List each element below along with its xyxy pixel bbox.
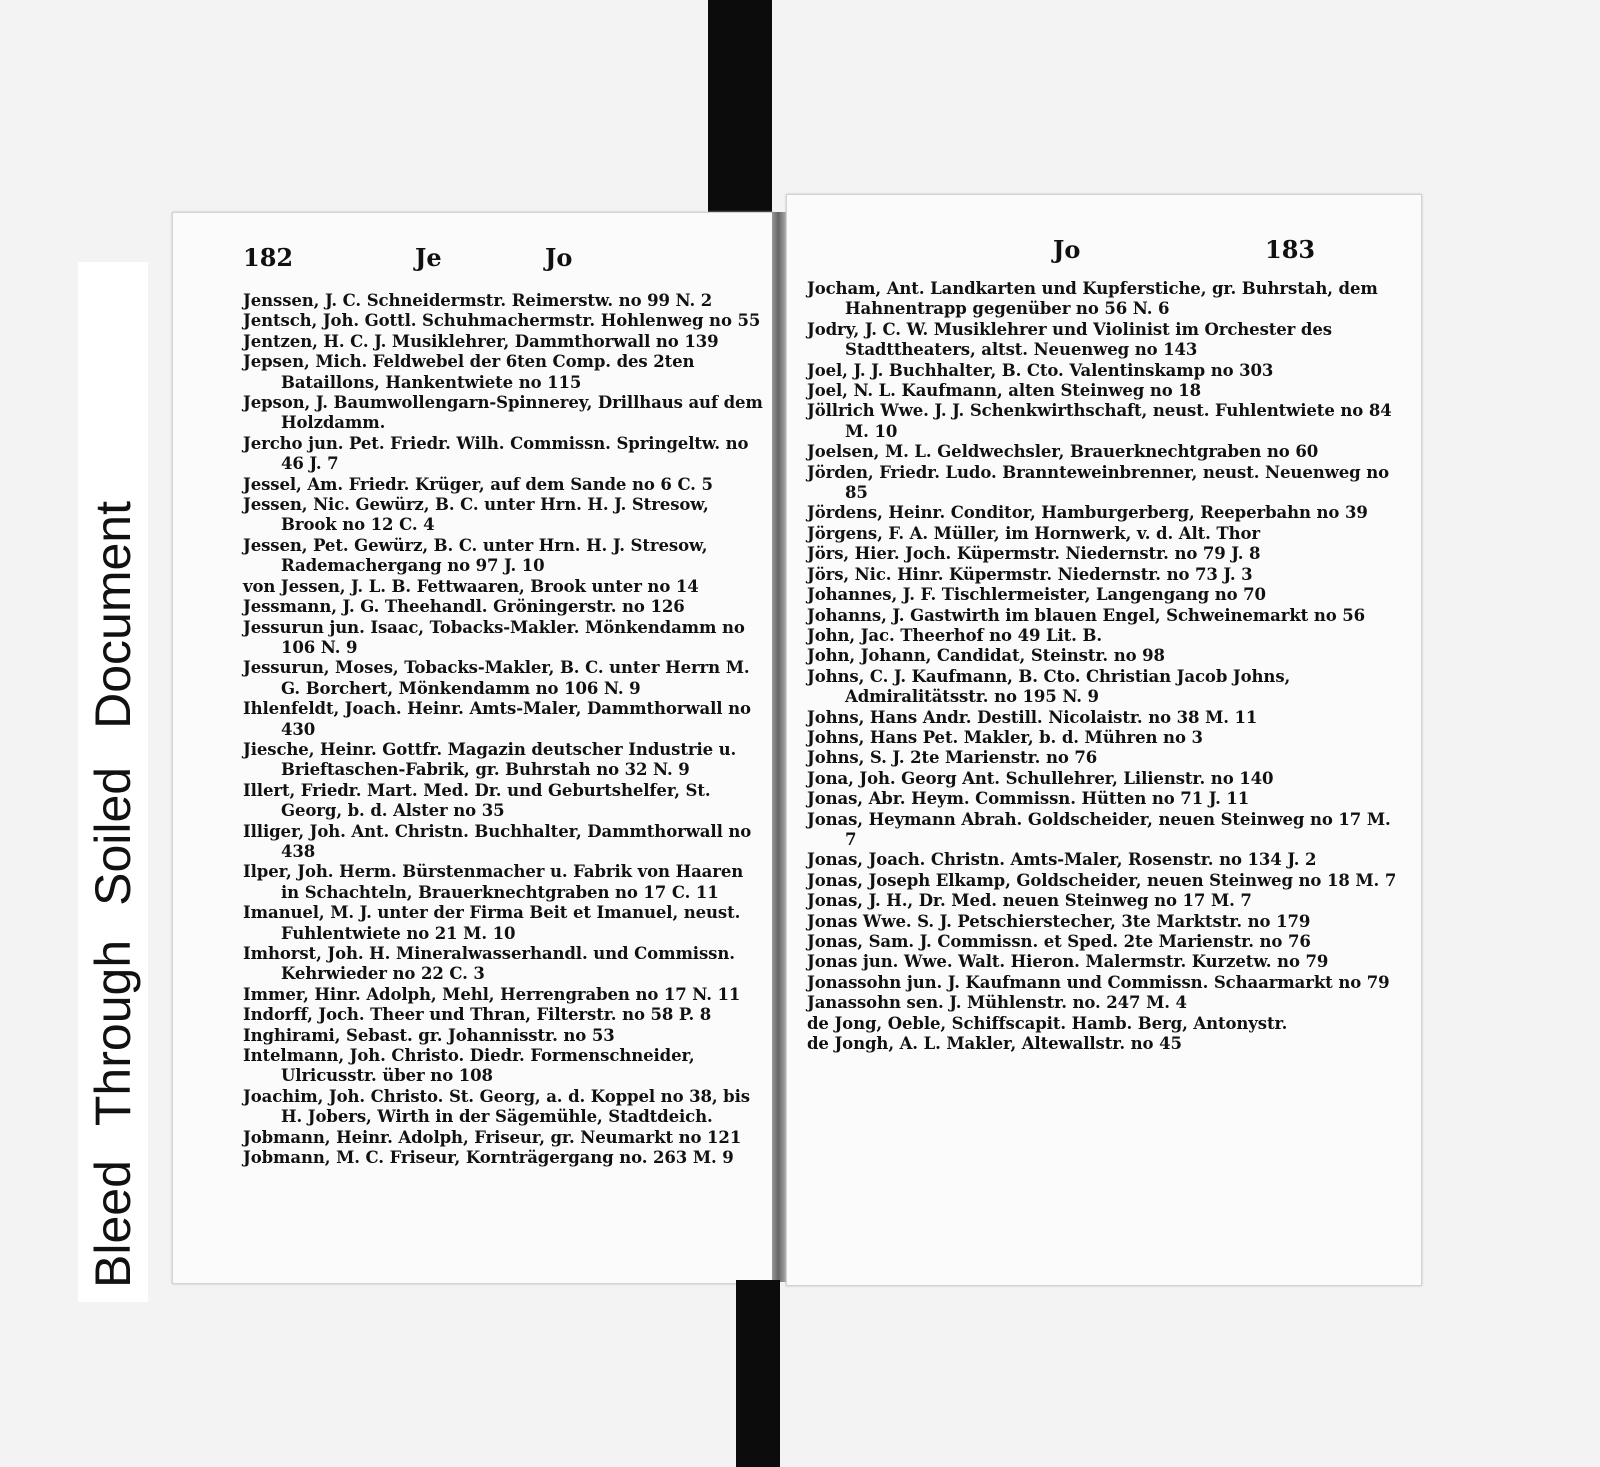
directory-entry: Johns, Hans Andr. Destill. Nicolaistr. no 38 M. 11 xyxy=(807,707,1258,727)
left-page xyxy=(172,212,774,1284)
label-word-document: Document xyxy=(85,500,141,729)
directory-entry: Jocham, Ant. Landkarten und Kupferstiche, gr. Buhrstah, dem Hahnentrapp gegenüber no 56 N. 6 xyxy=(807,279,1378,319)
binding-spine-bottom xyxy=(736,1280,780,1467)
directory-entry: de Jongh, A. L. Makler, Altewallstr. no 45 xyxy=(807,1034,1182,1054)
directory-entry: Jördens, Heinr. Conditor, Hamburgerberg, Reeperbahn no 39 xyxy=(807,503,1368,523)
directory-entry: Jonas, Sam. J. Commissn. et Sped. 2te Marienstr. no 76 xyxy=(807,932,1311,951)
directory-entry: Johannes, J. F. Tischlermeister, Langengang no 70 xyxy=(807,585,1266,605)
bleed-through-label xyxy=(78,262,148,1302)
directory-entry: Jonas, Joseph Elkamp, Goldscheider, neuen Steinweg no 18 M. 7 xyxy=(807,870,1397,890)
directory-entry: Jonas, J. H., Dr. Med. neuen Steinweg no 17 M. 7 xyxy=(807,891,1252,911)
binding-spine-top xyxy=(708,0,772,212)
directory-entry: Janassohn sen. J. Mühlenstr. no. 247 M. 4 xyxy=(807,993,1187,1013)
directory-entry: Intelmann, Joh. Christo. Diedr. Formenschneider, Ulricusstr. über no 108 xyxy=(243,1046,695,1086)
directory-entry: Ilper, Joh. Herm. Bürstenmacher u. Fabrik von Haaren in Schachteln, Brauerknechtgraben no 17 C. 11 xyxy=(243,862,744,902)
directory-entry: Illert, Friedr. Mart. Med. Dr. und Geburtshelfer, St. Georg, b. d. Alster no 35 xyxy=(243,780,711,821)
directory-entry: Johns, Hans Pet. Makler, b. d. Mühren no 3 xyxy=(807,727,1203,747)
directory-entry: Jöllrich Wwe. J. J. Schenkwirthschaft, neust. Fuhlentwiete no 84 M. 10 xyxy=(807,401,1392,441)
label-word-soiled: Soiled xyxy=(85,766,141,906)
right-heading-jo: Jo xyxy=(1053,235,1081,264)
directory-entry: Joachim, Joh. Christo. St. Georg, a. d. Koppel no 38, bis H. Jobers, Wirth in der Sägemühle, Stadtdeich. xyxy=(243,1086,750,1127)
directory-entry: Jonas, Abr. Heym. Commissn. Hütten no 71 J. 11 xyxy=(807,789,1250,809)
directory-entry: Ihlenfeldt, Joach. Heinr. Amts-Maler, Dammthorwall no 430 xyxy=(243,699,751,739)
directory-entry: Jessurun jun. Isaac, Tobacks-Makler. Mönkendamm no 106 N. 9 xyxy=(243,617,745,657)
directory-entry: Joel, J. J. Buchhalter, B. Cto. Valentinskamp no 303 xyxy=(807,360,1274,380)
directory-entry: Jepsen, Mich. Feldwebel der 6ten Comp. des 2ten Bataillons, Hankentwiete no 115 xyxy=(243,352,695,392)
directory-entry: Joel, N. L. Kaufmann, alten Steinweg no 18 xyxy=(807,381,1202,401)
right-page xyxy=(786,194,1422,1286)
directory-entry: Johns, S. J. 2te Marienstr. no 76 xyxy=(807,748,1098,768)
directory-entry: Jobmann, Heinr. Adolph, Friseur, gr. Neumarkt no 121 xyxy=(243,1127,742,1147)
directory-entry: de Jong, Oeble, Schiffscapit. Hamb. Berg, Antonystr. xyxy=(807,1013,1288,1033)
directory-entry: Jörs, Hier. Joch. Küpermstr. Niedernstr. no 79 J. 8 xyxy=(807,544,1261,564)
directory-entry: Jessmann, J. G. Theehandl. Gröningerstr. no 126 xyxy=(243,597,685,617)
directory-entry: Jodry, J. C. W. Musiklehrer und Violinist im Orchester des Stadttheaters, altst. Neuenweg no 143 xyxy=(807,319,1332,360)
directory-entry: Jonassohn jun. J. Kaufmann und Commissn. Schaarmarkt no 79 xyxy=(807,972,1390,992)
directory-entry: Indorff, Joch. Theer und Thran, Filterstr. no 58 P. 8 xyxy=(243,1005,712,1025)
directory-entry: Jonas, Joach. Christn. Amts-Maler, Rosenstr. no 134 J. 2 xyxy=(807,850,1317,870)
left-entry-list xyxy=(243,291,763,1168)
page-gutter xyxy=(772,212,786,1282)
directory-entry: Jentsch, Joh. Gottl. Schuhmachermstr. Hohlenweg no 55 xyxy=(243,311,761,331)
directory-entry: Immer, Hinr. Adolph, Mehl, Herrengraben no 17 N. 11 xyxy=(243,984,741,1004)
directory-entry: Jentzen, H. C. J. Musiklehrer, Dammthorwall no 139 xyxy=(243,331,719,351)
directory-entry: Jörden, Friedr. Ludo. Brannteweinbrenner, neust. Neuenweg no 85 xyxy=(807,462,1390,503)
directory-entry: Inghirami, Sebast. gr. Johannisstr. no 53 xyxy=(243,1025,615,1045)
directory-entry: Imhorst, Joh. H. Mineralwasserhandl. und Commissn. Kehrwieder no 22 C. 3 xyxy=(243,944,735,984)
directory-entry: Jona, Joh. Georg Ant. Schullehrer, Lilienstr. no 140 xyxy=(807,768,1274,788)
directory-entry: Jercho jun. Pet. Friedr. Wilh. Commissn. Springeltw. no 46 J. 7 xyxy=(243,433,749,474)
directory-entry: Jessen, Nic. Gewürz, B. C. unter Hrn. H. J. Stresow, Brook no 12 C. 4 xyxy=(243,495,709,535)
directory-entry: Jessel, Am. Friedr. Krüger, auf dem Sande no 6 C. 5 xyxy=(243,474,713,494)
directory-entry: Johanns, J. Gastwirth im blauen Engel, Schweinemarkt no 56 xyxy=(807,605,1366,625)
label-word-bleed: Bleed xyxy=(85,1160,141,1288)
directory-entry: Joelsen, M. L. Geldwechsler, Brauerknechtgraben no 60 xyxy=(807,442,1319,462)
directory-entry: von Jessen, J. L. B. Fettwaaren, Brook unter no 14 xyxy=(243,576,699,596)
directory-entry: Jepson, J. Baumwollengarn-Spinnerey, Drillhaus auf dem Holzdamm. xyxy=(243,393,763,433)
left-page-header xyxy=(173,243,773,283)
directory-entry: Jenssen, J. C. Schneidermstr. Reimerstw. no 99 N. 2 xyxy=(243,291,713,310)
directory-entry: Jörs, Nic. Hinr. Küpermstr. Niedernstr. no 73 J. 3 xyxy=(807,564,1253,584)
directory-entry: Jonas Wwe. S. J. Petschierstecher, 3te Marktstr. no 179 xyxy=(807,911,1311,931)
left-heading-je: Je xyxy=(415,243,442,272)
directory-entry: Imanuel, M. J. unter der Firma Beit et Imanuel, neust. Fuhlentwiete no 21 M. 10 xyxy=(243,903,741,943)
directory-entry: Jessen, Pet. Gewürz, B. C. unter Hrn. H. J. Stresow, Rademachergang no 97 J. 10 xyxy=(243,535,708,576)
right-entry-list xyxy=(807,279,1407,1054)
directory-entry: Jobmann, M. C. Friseur, Kornträgergang no. 263 M. 9 xyxy=(243,1148,734,1168)
left-heading-jo: Jo xyxy=(545,243,573,272)
directory-entry: Jiesche, Heinr. Gottfr. Magazin deutscher Industrie u. Brieftaschen-Fabrik, gr. Buhrstah no 32 N. 9 xyxy=(243,739,737,780)
directory-entry: John, Johann, Candidat, Steinstr. no 98 xyxy=(807,646,1165,666)
left-page-number: 182 xyxy=(243,243,294,272)
directory-entry: Jonas, Heymann Abrah. Goldscheider, neuen Steinweg no 17 M. 7 xyxy=(807,809,1391,849)
directory-entry: Jonas jun. Wwe. Walt. Hieron. Malermstr. Kurzetw. no 79 xyxy=(807,952,1329,972)
directory-entry: John, Jac. Theerhof no 49 Lit. B. xyxy=(807,625,1102,645)
directory-entry: Jörgens, F. A. Müller, im Hornwerk, v. d. Alt. Thor xyxy=(807,523,1260,543)
directory-entry: Jessurun, Moses, Tobacks-Makler, B. C. unter Herrn M. G. Borchert, Mönkendamm no 106 N. 9 xyxy=(243,658,750,698)
directory-entry: Johns, C. J. Kaufmann, B. Cto. Christian Jacob Johns, Admiralitätsstr. no 195 N. 9 xyxy=(807,666,1291,707)
label-word-through: Through xyxy=(85,939,141,1127)
directory-entry: Illiger, Joh. Ant. Christn. Buchhalter, Dammthorwall no 438 xyxy=(243,821,752,861)
right-page-header xyxy=(787,235,1421,275)
right-page-number: 183 xyxy=(1265,235,1316,264)
